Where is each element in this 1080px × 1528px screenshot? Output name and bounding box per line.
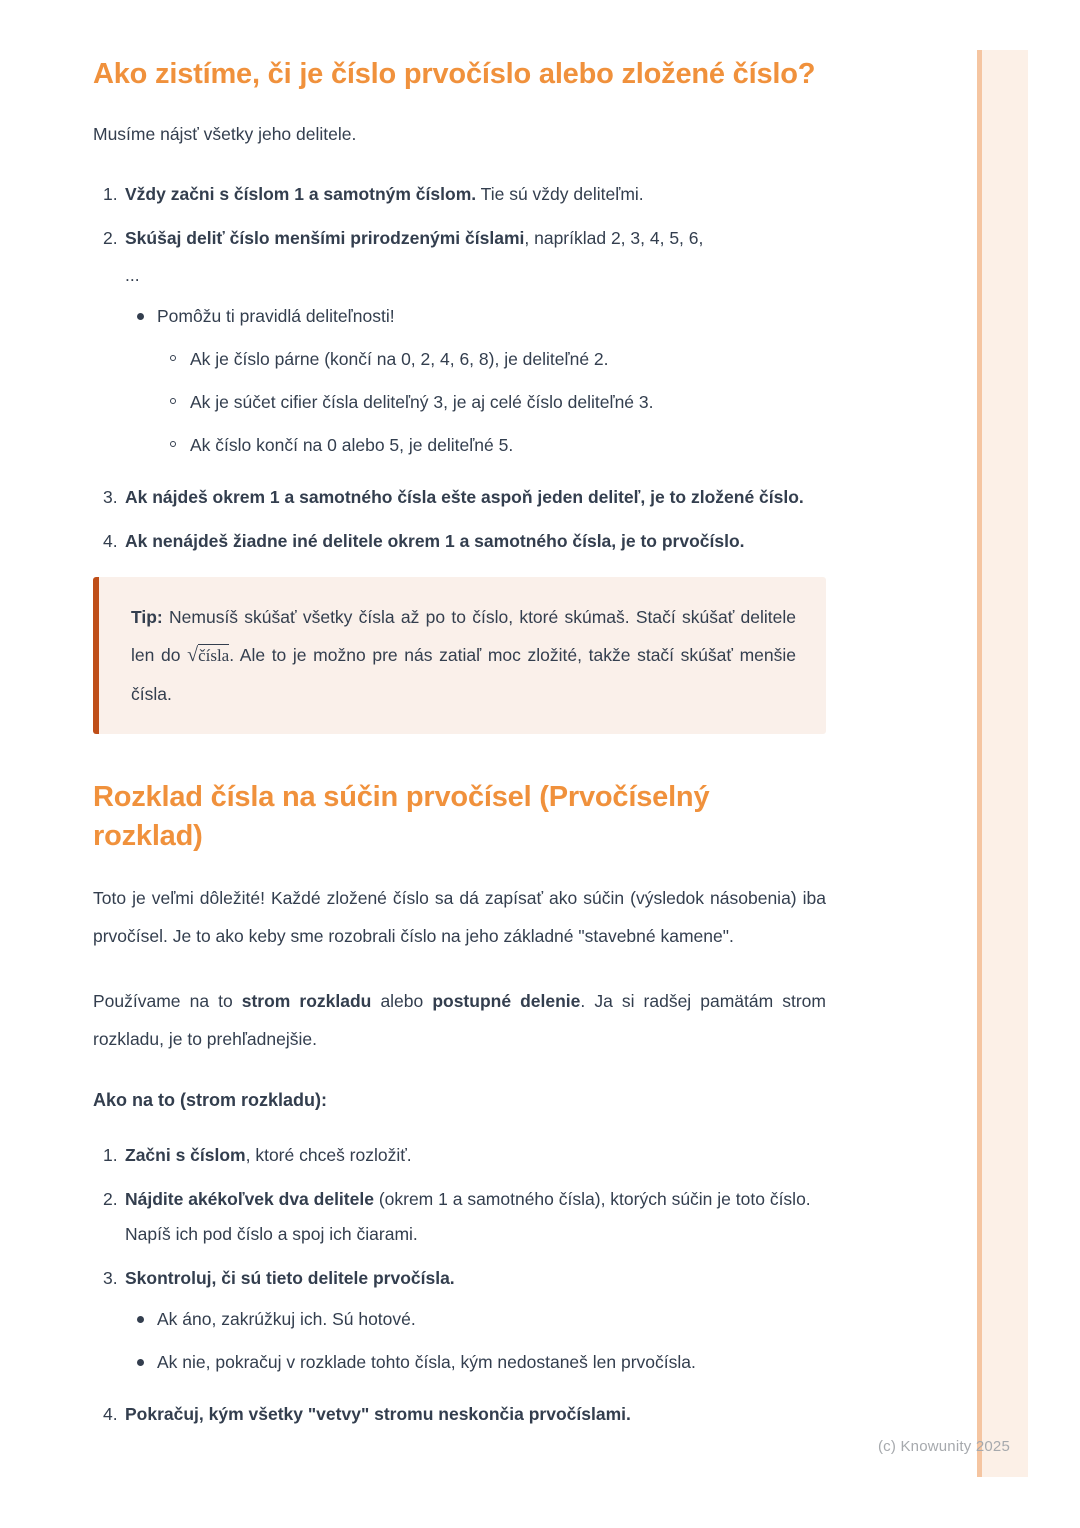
- methods-text: . Ja si radšej pamätám strom rozkladu, je to prehľadnejšie.: [93, 991, 826, 1049]
- intro-paragraph: Musíme nájsť všetky jeho delitele.: [93, 124, 357, 144]
- list-item: [93, 1182, 826, 1252]
- list-item: [125, 1302, 826, 1337]
- rule-text: Ak je súčet cifier čísla deliteľný 3, je aj celé číslo deliteľné 3.: [190, 392, 654, 412]
- list-item-bold: Skontroluj, či sú tieto delitele prvočísla.: [125, 1268, 455, 1288]
- list-item-number: 2.: [103, 228, 118, 248]
- bullet-text: Pomôžu ti pravidlá deliteľnosti!: [157, 306, 395, 326]
- list-item: [93, 480, 826, 515]
- list-item: [93, 177, 826, 212]
- list-item-bold: Skúšaj deliť číslo menšími prirodzenými číslami: [125, 228, 525, 248]
- circle-bullet-icon: [125, 385, 190, 420]
- rule-text: Ak je číslo párne (končí na 0, 2, 4, 6, 8), je deliteľné 2.: [190, 349, 609, 369]
- check-results-list: [125, 1302, 826, 1380]
- factor-tree-steps-list: [93, 1138, 826, 1432]
- divisibility-rules-list: [125, 299, 826, 463]
- methods-text: alebo: [371, 991, 433, 1011]
- list-item-bold: Ak nájdeš okrem 1 a samotného čísla ešte aspoň jeden deliteľ, je to zložené číslo.: [125, 487, 804, 507]
- list-item: [125, 428, 826, 463]
- list-item-bold: Začni s číslom: [125, 1145, 246, 1165]
- list-item-text: [125, 1182, 826, 1252]
- factorization-intro-paragraph: Toto je veľmi dôležité! Každé zložené číslo sa dá zapísať ako súčin (výsledok násobenia) iba prvočísel. Je to ako keby sme rozobrali číslo na jeho základné "stavebné kamene".: [93, 888, 826, 946]
- method-division-bold: postupné delenie: [432, 991, 581, 1011]
- list-item-number: 2.: [103, 1189, 118, 1209]
- radical-sign: √: [187, 644, 199, 666]
- list-item: [93, 1261, 826, 1388]
- tip-label: Tip:: [131, 607, 163, 627]
- bullet-icon: [125, 1302, 157, 1337]
- list-item-bold: Ak nenájdeš žiadne iné delitele okrem 1 a samotného čísla, je to prvočíslo.: [125, 531, 745, 551]
- list-item-bold: Vždy začni s číslom 1 a samotným číslom.: [125, 184, 477, 204]
- list-item: [125, 299, 826, 334]
- list-item: [125, 385, 826, 420]
- bullet-text: Ak nie, pokračuj v rozklade tohto čísla, kým nedostaneš len prvočísla.: [157, 1352, 696, 1372]
- list-item: [125, 1345, 826, 1380]
- list-item-text: [125, 1261, 826, 1388]
- list-item-text: [125, 480, 826, 515]
- list-item-rest: , napríklad 2, 3, 4, 5, 6,: [524, 228, 704, 248]
- list-item-text: [125, 1397, 826, 1432]
- list-item-number: 3.: [103, 1268, 118, 1288]
- list-item: [125, 342, 826, 377]
- list-item-text: [125, 221, 826, 471]
- list-item-continuation: ...: [125, 265, 140, 285]
- circle-bullet-icon: [125, 342, 190, 377]
- radicand: čísla: [198, 646, 230, 665]
- bullet-text: Ak áno, zakrúžkuj ich. Sú hotové.: [157, 1309, 416, 1329]
- list-item-bold: Nájdite akékoľvek dva delitele: [125, 1189, 374, 1209]
- tip-text-before: Nemusíš skúšať všetky čísla až po to číslo, ktoré skúmaš. Stačí skúšať delitele len do: [131, 607, 796, 665]
- tip-callout: [93, 577, 826, 734]
- list-item: [93, 524, 826, 559]
- list-item-number: 1.: [103, 184, 118, 204]
- primality-steps-list: [93, 177, 826, 559]
- list-item: [93, 221, 826, 471]
- list-item-text: [125, 524, 826, 559]
- list-item-text: [125, 1138, 826, 1173]
- list-item-bold: Pokračuj, kým všetky "vetvy" stromu neskončia prvočíslami.: [125, 1404, 631, 1424]
- how-to-subheading: Ako na to (strom rozkladu):: [93, 1090, 328, 1110]
- list-item-number: 1.: [103, 1145, 118, 1165]
- methods-paragraph: [93, 983, 826, 1058]
- list-item-rest: Tie sú vždy deliteľmi.: [476, 184, 644, 204]
- watermark: (c) Knowunity 2025: [877, 1438, 1010, 1455]
- list-item: [93, 1138, 826, 1173]
- bullet-icon: [125, 1345, 157, 1380]
- method-tree-bold: strom rozkladu: [241, 991, 372, 1011]
- methods-text: Používame na to: [93, 991, 242, 1011]
- rule-text: Ak číslo končí na 0 alebo 5, je deliteľné 5.: [190, 435, 514, 455]
- circle-bullet-icon: [125, 428, 190, 463]
- heading-prime-factorization: Rozklad čísla na súčin prvočísel (Prvočíselný rozklad): [93, 781, 710, 852]
- list-item-number: 4.: [103, 531, 118, 551]
- divisibility-rule-items: [125, 342, 826, 463]
- list-item-rest: , ktoré chceš rozložiť.: [245, 1145, 412, 1165]
- heading-primality-check: Ako zistíme, či je číslo prvočíslo alebo zložené číslo?: [93, 58, 816, 90]
- decorative-side-stripe: [977, 50, 1028, 1477]
- list-item-number: 4.: [103, 1404, 118, 1424]
- list-item-text: [125, 177, 826, 212]
- bullet-icon: [125, 299, 157, 334]
- list-item-rest: (okrem 1 a samotného čísla), ktorých súčin je toto číslo. Napíš ich pod číslo a spoj ich čiarami.: [125, 1189, 811, 1244]
- list-item-number: 3.: [103, 487, 118, 507]
- tip-text-after: . Ale to je možno pre nás zatiaľ moc zložité, takže stačí skúšať menšie čísla.: [131, 645, 796, 704]
- list-item: [93, 1397, 826, 1432]
- sqrt-expression: [187, 645, 229, 665]
- notes-content: [93, 0, 826, 1441]
